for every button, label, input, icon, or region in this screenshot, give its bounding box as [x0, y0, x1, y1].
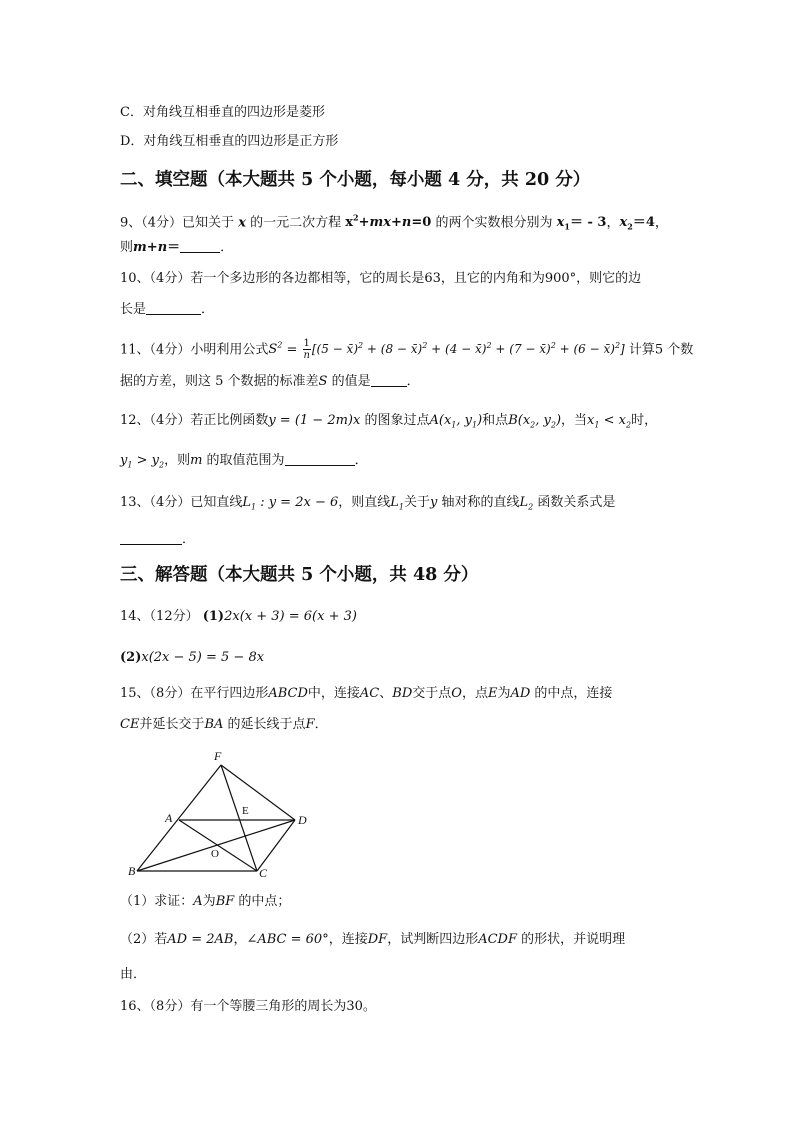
question-14-line1: 14、（12分） (1)2x(x + 3) = 6(x + 3): [120, 609, 357, 624]
question-10-line1: 10、（4分）若一个多边形的各边都相等，它的周长是63，且它的内角和为900°，则它的边: [120, 271, 642, 286]
question-10-line2: 长是 ．: [120, 302, 215, 317]
question-13-line2: ．: [120, 532, 195, 548]
question-15-sub2: （2）若AD = 2AB，∠ABC = 60°，连接DF，试判断四边形ACDF 的形状，并说明理: [120, 932, 626, 947]
label-F: F: [214, 749, 222, 763]
parallelogram-figure: [125, 745, 325, 885]
answer-blank-10: [146, 302, 201, 315]
question-12-line1: 12、（4分）若正比例函数y = (1 − 2m)x 的图象过点$A(x_1$, $y_1$)和点$B(x_2$, $y_2$)，当$x_1 < x_2$时，: [120, 413, 658, 430]
answer-blank-9: [180, 240, 220, 253]
segment-BD: [137, 820, 295, 871]
question-9-line2: 则m+n＝ ．: [120, 240, 234, 255]
question-16: 16、（8分）有一个等腰三角形的周长为30。: [120, 999, 376, 1014]
question-12-line2: $y_1 > y_2$，则m 的取值范围为 ．: [120, 453, 368, 470]
label-E: E: [242, 805, 249, 817]
label-D: D: [298, 813, 307, 827]
label-B: B: [128, 864, 136, 878]
question-9-line1: 9、（4分）已知关于 x 的一元二次方程 $x^2+mx+n=0$ 的两个实数根分别为 $x_1= - 3$，$x_2=4$，: [120, 213, 668, 232]
segment-FB: [137, 765, 221, 871]
segment-FD: [221, 765, 295, 820]
question-15-line1: 15、（8分）在平行四边形ABCD中，连接AC、BD交于点O，点E为AD 的中点，连接: [120, 686, 613, 701]
segment-DC: [257, 820, 295, 871]
answer-blank-12: [285, 453, 355, 466]
question-11-line1: 11、（4分）小明利用公式$S^2$ = $\frac{1}{n}$ [(5 − x̄)$^2$ + (8 − x̄)$^2$ + (4 − x̄)$^2$ + (7 − x̄)$^2$ + (6 − x̄)$^2$] 计算5 个数: [120, 338, 694, 362]
segment-AC: [179, 820, 257, 871]
option-d: D．对角线互相垂直的四边形是正方形: [120, 134, 339, 149]
option-c: C．对角线互相垂直的四边形是菱形: [120, 105, 325, 120]
question-15-line2: CE并延长交于BA 的延长线于点F．: [120, 717, 328, 732]
segment-FC: [221, 765, 257, 871]
question-15-sub2-line2: 由．: [120, 967, 147, 982]
question-13-line1: 13、（4分）已知直线$L_1$ : y = 2x − 6，则直线$L_1$关于y 轴对称的直线$L_2$ 函数关系式是: [120, 495, 616, 512]
section3-heading: 三、解答题（本大题共 5 个小题，共 48 分）: [120, 565, 479, 585]
question-11-line2: 据的方差，则这 5 个数据的标准差S 的值是 ．: [120, 374, 420, 389]
label-O: O: [211, 848, 219, 860]
label-A: A: [165, 811, 173, 825]
label-C: C: [259, 866, 268, 880]
question-14-line2: (2)x(2x − 5) = 5 − 8x: [120, 650, 265, 665]
answer-blank-11: [371, 374, 407, 387]
question-15-sub1: （1）求证：A为BF 的中点；: [120, 894, 291, 909]
section2-heading: 二、填空题（本大题共 5 个小题，每小题 4 分，共 20 分）: [120, 170, 591, 190]
answer-blank-13: [120, 532, 182, 545]
